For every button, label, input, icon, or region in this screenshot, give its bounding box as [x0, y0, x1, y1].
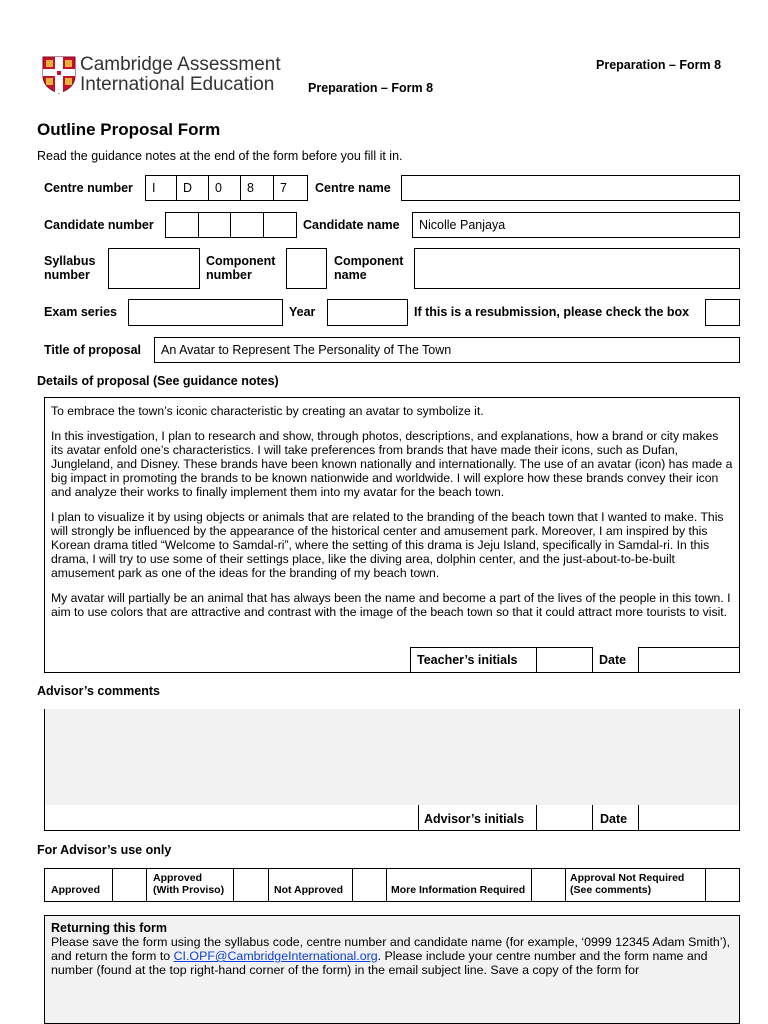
form-intro: Read the guidance notes at the end of the form before you fill it in.	[37, 149, 403, 163]
component-name-label-2: name	[334, 268, 367, 282]
details-paragraph: My avatar will partially be an animal that has always been the name and become a part of the lives of the people in this town. I aim to use colors that are attractive and contrast with the image of the beach town so that it could attract more tourists to visit.	[51, 591, 731, 619]
teacher-date-field[interactable]	[638, 647, 740, 673]
returning-text-after: . Please include your centre number and the form name and number (found at the top right-hand corner of the form) in the email subject line. Save a copy of the form for	[51, 949, 708, 977]
centre-name-field[interactable]	[401, 175, 740, 201]
approval-divider	[268, 868, 269, 902]
syllabus-number-field[interactable]	[108, 248, 200, 289]
centre-number-digit-1[interactable]: I	[145, 175, 177, 201]
approved-proviso-checkbox[interactable]	[234, 869, 268, 901]
candidate-number-digit-2[interactable]	[198, 212, 231, 238]
org-name-line2: International Education	[80, 74, 275, 95]
resubmission-label: If this is a resubmission, please check the box	[414, 305, 690, 319]
component-number-field[interactable]	[286, 248, 327, 289]
not-required-label-1: Approval Not Required	[570, 872, 685, 884]
details-paragraph: I plan to visualize it by using objects or animals that are related to the branding of the beach town that I wanted to make. This will strongly be influenced by the appearance of the historical center and amusement park. Moreover, I am inspired by this Korean drama titled “Welcome to Samdal-ri”, where the setting of this drama is Jeju Island, specifically in Samdal-ri. In this drama, I will try to use some of their settings place, like the diving area, dolphin center, and the just-about-to-be-built amusement park as one of the ideas for the branding of my beach town.	[51, 510, 724, 580]
candidate-number-digit-4[interactable]	[263, 212, 297, 238]
more-info-label: More Information Required	[391, 884, 526, 896]
form-code-right: Preparation – Form 8	[596, 58, 722, 72]
not-approved-checkbox[interactable]	[353, 869, 386, 901]
candidate-name-field[interactable]: Nicolle Panjaya	[412, 212, 740, 238]
cambridge-logo	[42, 56, 282, 96]
crest-icon	[42, 56, 76, 94]
component-name-field[interactable]	[414, 248, 740, 289]
more-info-checkbox[interactable]	[532, 869, 565, 901]
teacher-initials-field[interactable]	[536, 647, 593, 673]
teacher-date-label: Date	[599, 653, 627, 667]
exam-series-label: Exam series	[44, 305, 117, 319]
form-code-center: Preparation – Form 8	[308, 81, 434, 95]
details-heading: Details of proposal (See guidance notes)	[37, 374, 279, 388]
returning-text-before: Please save the form using the syllabus code, centre number and candidate name (for example, ‘0999 12345 Adam Smith’), and return the form to	[51, 935, 731, 963]
not-approved-label: Not Approved	[274, 884, 344, 896]
approved-checkbox[interactable]	[113, 869, 146, 901]
approved-label: Approved	[51, 884, 101, 896]
resubmission-checkbox[interactable]	[705, 299, 740, 326]
returning-text	[51, 935, 731, 977]
form-title: Outline Proposal Form	[37, 120, 221, 139]
candidate-number-label: Candidate number	[44, 218, 154, 232]
approval-divider	[386, 868, 387, 902]
approved-proviso-label-1: Approved	[153, 872, 203, 884]
centre-number-digit-2[interactable]: D	[176, 175, 209, 201]
not-required-checkbox[interactable]	[706, 869, 739, 901]
component-number-label-2: number	[206, 268, 252, 282]
component-name-label-1: Component	[334, 254, 404, 268]
advisor-comments-heading: Advisor’s comments	[37, 684, 160, 698]
syllabus-number-label-2: number	[44, 268, 90, 282]
syllabus-number-label-1: Syllabus	[44, 254, 96, 268]
approval-divider	[565, 868, 566, 902]
advisor-date-label: Date	[600, 812, 628, 826]
title-of-proposal-label: Title of proposal	[44, 343, 141, 357]
centre-number-digit-3[interactable]: 0	[208, 175, 241, 201]
details-text	[51, 404, 733, 630]
org-name-line1: Cambridge Assessment	[80, 54, 281, 75]
candidate-number-digit-1[interactable]	[165, 212, 199, 238]
exam-series-field[interactable]	[128, 299, 283, 326]
details-paragraph: To embrace the town’s iconic characteristic by creating an avatar to symbolize it.	[51, 404, 484, 418]
year-label: Year	[289, 305, 316, 319]
advisor-comments-box	[44, 709, 740, 805]
year-field[interactable]	[327, 299, 408, 326]
centre-number-digit-5[interactable]: 7	[273, 175, 308, 201]
advisor-use-heading: For Advisor’s use only	[37, 843, 172, 857]
candidate-number-digit-3[interactable]	[230, 212, 264, 238]
advisor-bottom-row	[44, 805, 740, 831]
teacher-initials-label: Teacher’s initials	[417, 653, 518, 667]
centre-name-label: Centre name	[315, 181, 391, 195]
title-of-proposal-field[interactable]: An Avatar to Represent The Personality of The Town	[154, 337, 740, 363]
centre-number-label: Centre number	[44, 181, 133, 195]
approval-divider	[146, 868, 147, 902]
centre-number-digit-4[interactable]: 8	[240, 175, 274, 201]
returning-heading: Returning this form	[51, 921, 167, 935]
advisor-date-field[interactable]	[638, 805, 740, 831]
not-required-label-2: (See comments)	[570, 884, 652, 896]
component-number-label-1: Component	[206, 254, 276, 268]
return-email-link[interactable]: CI.OPF@CambridgeInternational.org	[173, 949, 378, 963]
advisor-initials-field[interactable]	[536, 805, 593, 831]
approved-proviso-label-2: (With Proviso)	[153, 884, 225, 896]
details-paragraph: In this investigation, I plan to research and show, through photos, descriptions, and explanations, how a brand or city makes its avatar enfold one’s characteristics. I will take preferences from brands that have made their icons, such as Dufan, Jungleland, and Disney. These brands have been known nationally and internationally. The use of an avatar (icon) has made a big impact in promoting the brands to be known nationwide and worldwide. I will explore how these brands convey their icon and analyze their works to finally implement them into my avatar for the beach town.	[51, 429, 733, 499]
candidate-name-label: Candidate name	[303, 218, 400, 232]
advisor-initials-label: Advisor’s initials	[424, 812, 525, 826]
